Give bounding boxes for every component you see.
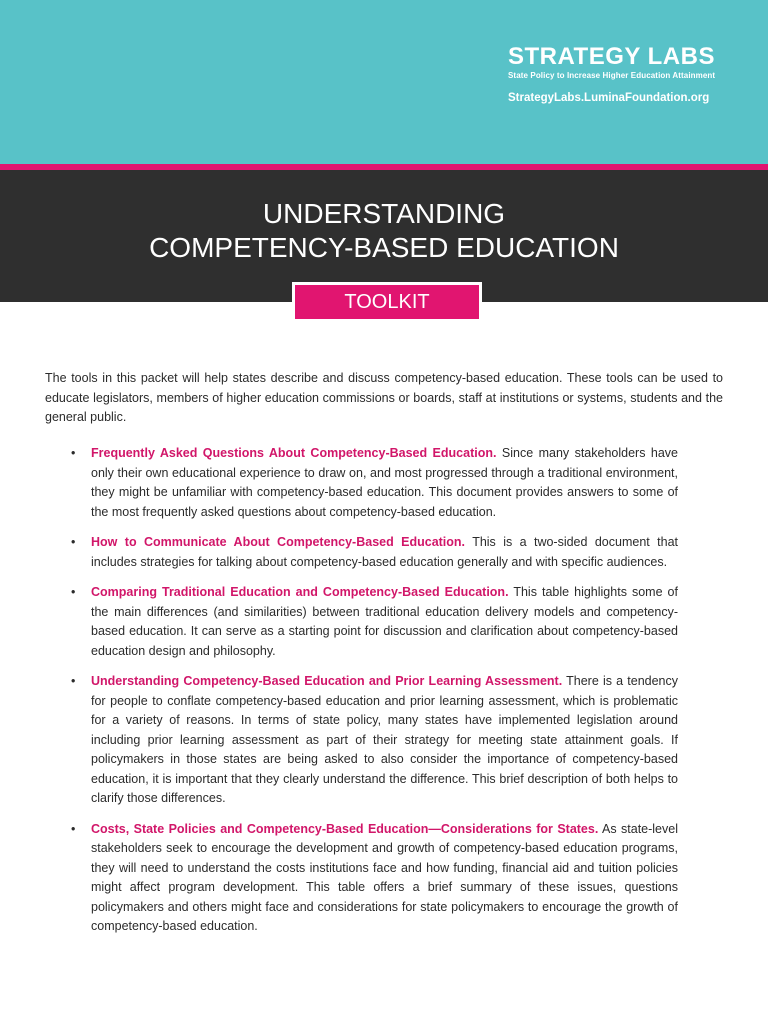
list-item [71,820,678,937]
header-band [0,0,768,164]
tool-description: As state-level stakeholders seek to encourage the development and growth of competency-based education programs, they will need to understand the costs institutions face and how funding, financial aid and tuition policies might affect program development. This table offers a brief summary of these issues, questions policymakers and others might face and considerations for state policymakers to encourage the growth of competency-based education. [91,821,678,933]
bullet-icon: • [71,535,76,549]
tools-list [71,444,678,948]
list-item [71,672,678,809]
bullet-icon: • [71,585,76,599]
intro-paragraph: The tools in this packet will help states describe and discuss competency-based education. These tools can be used to educate legislators, members of higher education commissions or boards, staff at institutions or systems, students and the general public. [45,371,723,424]
bullet-icon: • [71,446,76,460]
tool-title: Comparing Traditional Education and Competency-Based Education. [91,585,509,599]
title-line-2: COMPETENCY-BASED EDUCATION [149,232,619,263]
brand-url[interactable]: StrategyLabs.LuminaFoundation.org [508,92,710,104]
bullet-icon: • [71,674,76,688]
title-line-1: UNDERSTANDING [262,198,506,229]
toolkit-badge-frame [292,282,482,322]
tool-description: This table highlights some of the main differences (and similarities) between traditional education delivery models and competency-based education. It can serve as a starting point for discussion and clarification about competency-based education design and philosophy. [91,585,678,658]
list-item [71,533,678,572]
list-item [71,444,678,522]
brand-name: STRATEGY LABS [508,43,715,70]
tool-description: There is a tendency for people to conflate competency-based education and prior learning assessment, which is problematic for a variety of reasons. In terms of state policy, many states have implemented legislation around including prior learning assessment as part of their strategy for meeting state attainment goals. If policymakers in those states are being asked to also consider the importance of competency-based education, it is important that they clearly understand the difference. This brief description of both helps to clarify those differences. [91,674,679,805]
tool-description: Since many stakeholders have only their own educational experience to draw on, and most progressed through a traditional environment, they might be unfamiliar with competency-based education. This document provides answers to some of the most frequently asked questions about competency-based education. [91,446,678,519]
brand-tagline: State Policy to Increase Higher Education Attainment [508,71,716,80]
toolkit-badge: TOOLKIT [295,285,479,319]
tool-title: How to Communicate About Competency-Based Education. [91,535,466,549]
page-title [0,197,768,265]
tool-title: Frequently Asked Questions About Competency-Based Education. [91,446,497,460]
list-item [71,583,678,661]
tool-description: This is a two-sided document that includes strategies for talking about competency-based education generally and with specific audiences. [91,535,678,569]
tool-title: Costs, State Policies and Competency-Based Education—Considerations for States. [91,821,599,836]
bullet-icon: • [71,821,76,836]
tool-title: Understanding Competency-Based Education and Prior Learning Assessment. [91,674,563,688]
brand-logo [508,44,722,104]
